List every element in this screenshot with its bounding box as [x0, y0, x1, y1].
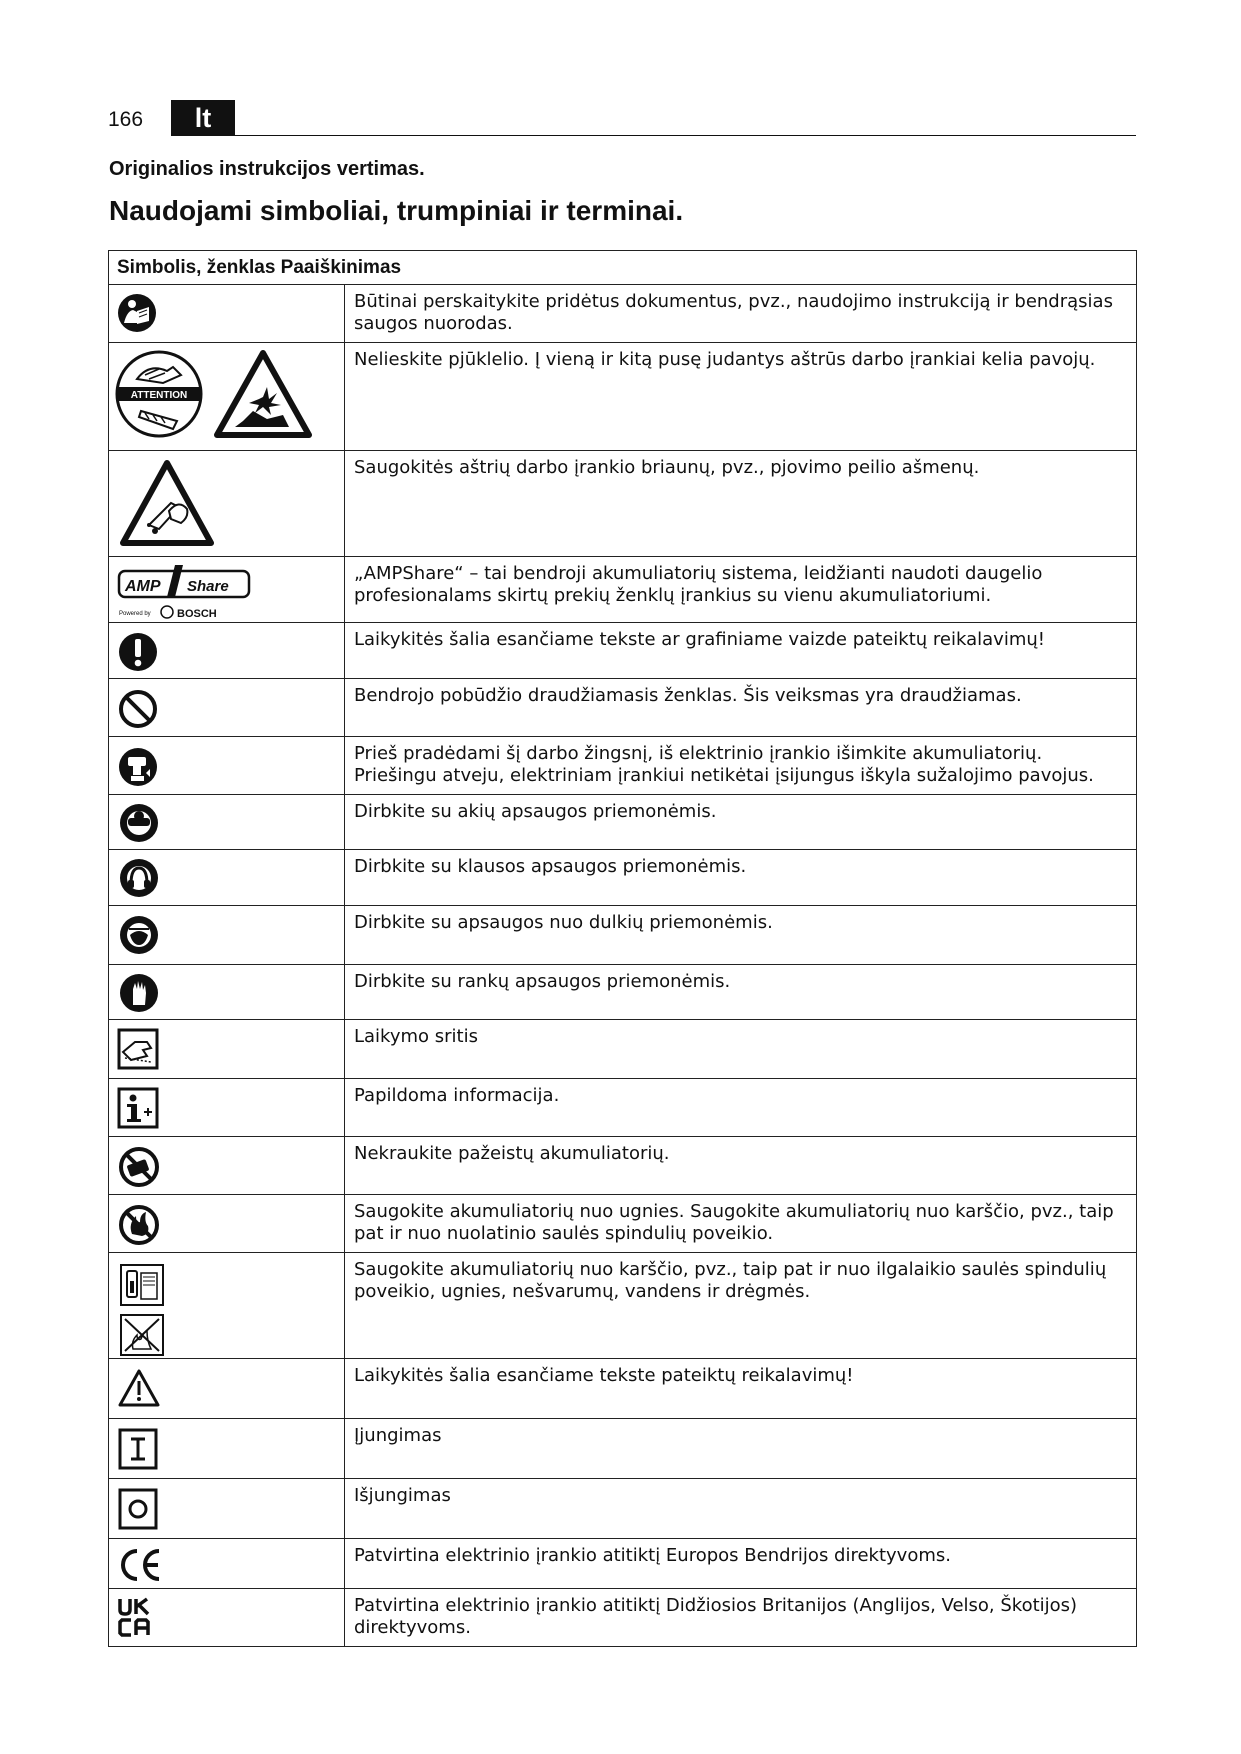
amp-label: AMP	[125, 578, 161, 595]
sharp-edge-warning-icon	[119, 459, 215, 549]
description-cell: Saugokitės aštrių darbo įrankio briaunų, pvz., pjovimo peilio ašmenų.	[345, 451, 1137, 557]
description-cell: Būtinai perskaitykite pridėtus dokumentus, pvz., naudojimo instrukciją ir bendrąsias saugos nuorodas.	[345, 285, 1137, 343]
dust-mask-icon	[119, 915, 159, 955]
description-cell: Papildoma informacija.	[345, 1079, 1137, 1137]
symbol-cell	[109, 795, 345, 850]
table-row	[109, 1539, 1137, 1589]
table-row	[109, 285, 1137, 343]
table-header	[109, 251, 1137, 285]
share-label: Share	[187, 578, 229, 595]
description-cell: Įjungimas	[345, 1419, 1137, 1479]
symbol-cell	[109, 1539, 345, 1589]
description-cell: Laikykitės šalia esančiame tekste ar grafiniame vaizde pateiktų reikalavimų!	[345, 623, 1137, 679]
description-cell: Dirbkite su rankų apsaugos priemonėmis.	[345, 965, 1137, 1020]
description-cell: Bendrojo pobūdžio draudžiamasis ženklas. Šis veiksmas yra draudžiamas.	[345, 679, 1137, 737]
table-row	[109, 906, 1137, 965]
description-cell: Išjungimas	[345, 1479, 1137, 1539]
gloves-icon	[119, 973, 159, 1013]
table-row	[109, 343, 1137, 451]
symbol-cell	[109, 285, 345, 343]
table-row	[109, 1079, 1137, 1137]
symbol-cell	[109, 1195, 345, 1253]
description-cell: Nelieskite pjūklelio. Į vieną ir kitą pusę judantys aštrūs darbo įrankiai kelia pavojų.	[345, 343, 1137, 451]
description-cell: Dirbkite su klausos apsaugos priemonėmis.	[345, 850, 1137, 906]
no-fire-icon	[118, 1204, 160, 1246]
info-plus-icon	[117, 1087, 159, 1129]
description-cell: Patvirtina elektrinio įrankio atitiktį Didžiosios Britanijos (Anglijos, Velso, Škotijos) direktyvoms.	[345, 1589, 1137, 1647]
symbol-cell	[109, 737, 345, 795]
description-cell: Prieš pradėdami šį darbo žingsnį, iš elektrinio įrankio išimkite akumuliatorių. Priešingu atveju, elektriniam įrankiui netikėtai įsijungus iškyla sužalojimo pavojus.	[345, 737, 1137, 795]
symbol-cell	[109, 451, 345, 557]
warning-triangle-icon	[117, 1368, 161, 1408]
ukca-mark-icon	[117, 1596, 153, 1638]
description-cell: Dirbkite su apsaugos nuo dulkių priemonėmis.	[345, 906, 1137, 965]
grip-area-icon	[117, 1028, 159, 1070]
page-number: 166	[108, 108, 144, 131]
page-header	[108, 100, 1136, 140]
description-cell: Laikymo sritis	[345, 1020, 1137, 1079]
read-manual-icon	[115, 289, 159, 333]
description-cell: „AMPShare“ – tai bendroji akumuliatorių sistema, leidžianti naudoti daugelio profesionalams skirtų prekių ženklų įrankius su vienu akumuliatoriumi.	[345, 557, 1137, 623]
mandatory-exclamation-icon	[118, 632, 158, 672]
symbol-cell	[109, 1589, 345, 1647]
symbol-cell	[109, 850, 345, 906]
ampshare-logo-icon	[117, 563, 257, 621]
header-rule	[171, 135, 1136, 136]
no-damaged-battery-icon	[118, 1146, 160, 1188]
table-row	[109, 850, 1137, 906]
remove-battery-icon	[118, 747, 158, 787]
table-row	[109, 1020, 1137, 1079]
attention-saw-blade-icon	[115, 349, 313, 439]
description-cell: Saugokite akumuliatorių nuo karščio, pvz., taip pat ir nuo ilgalaikio saulės spindulių poveikio, ugnies, nešvarumų, vandens ir drėgmės.	[345, 1253, 1137, 1359]
page-title: Naudojami simboliai, trumpiniai ir terminai.	[109, 195, 684, 226]
symbol-cell	[109, 1253, 345, 1359]
battery-heat-moisture-icon	[119, 1263, 165, 1357]
symbol-cell	[109, 906, 345, 965]
table-row	[109, 557, 1137, 623]
description-cell: Patvirtina elektrinio įrankio atitiktį Europos Bendrijos direktyvoms.	[345, 1539, 1137, 1589]
symbol-cell	[109, 623, 345, 679]
table-row	[109, 623, 1137, 679]
description-cell: Dirbkite su akių apsaugos priemonėmis.	[345, 795, 1137, 850]
description-cell: Laikykitės šalia esančiame tekste pateiktų reikalavimų!	[345, 1359, 1137, 1419]
description-cell: Saugokite akumuliatorių nuo ugnies. Saugokite akumuliatorių nuo karščio, pvz., taip pat ir nuo nuolatinio saulės spindulių poveikio.	[345, 1195, 1137, 1253]
power-off-icon	[118, 1488, 158, 1530]
symbol-cell	[109, 1479, 345, 1539]
symbols-table	[108, 250, 1137, 1647]
prohibition-icon	[118, 689, 158, 729]
eye-protection-icon	[119, 803, 159, 843]
table-row	[109, 1479, 1137, 1539]
symbol-cell	[109, 1419, 345, 1479]
symbol-cell	[109, 965, 345, 1020]
symbol-cell	[109, 557, 345, 623]
table-row	[109, 1589, 1137, 1647]
table-row	[109, 1419, 1137, 1479]
symbol-cell	[109, 1359, 345, 1419]
symbol-cell	[109, 1020, 345, 1079]
table-row	[109, 1359, 1137, 1419]
power-on-icon	[118, 1428, 158, 1470]
table-row	[109, 737, 1137, 795]
table-row	[109, 965, 1137, 1020]
table-row	[109, 451, 1137, 557]
document-subtitle: Originalios instrukcijos vertimas.	[109, 158, 425, 180]
description-cell: Nekraukite pažeistų akumuliatorių.	[345, 1137, 1137, 1195]
table-row	[109, 1195, 1137, 1253]
symbol-cell	[109, 343, 345, 451]
language-badge: lt	[171, 100, 235, 136]
hearing-protection-icon	[119, 858, 159, 898]
table-row	[109, 679, 1137, 737]
table-row	[109, 1253, 1137, 1359]
symbol-cell	[109, 1137, 345, 1195]
powered-by-label: Powered by	[119, 611, 151, 617]
table-header-row	[109, 251, 1137, 285]
attention-label: ATTENTION	[130, 390, 188, 401]
symbol-cell	[109, 1079, 345, 1137]
ce-mark-icon	[117, 1547, 165, 1583]
table-row	[109, 795, 1137, 850]
table-header-label: Simbolis, ženklas Paaiškinimas	[117, 256, 402, 278]
table-row	[109, 1137, 1137, 1195]
symbol-cell	[109, 679, 345, 737]
bosch-label: BOSCH	[177, 608, 217, 620]
